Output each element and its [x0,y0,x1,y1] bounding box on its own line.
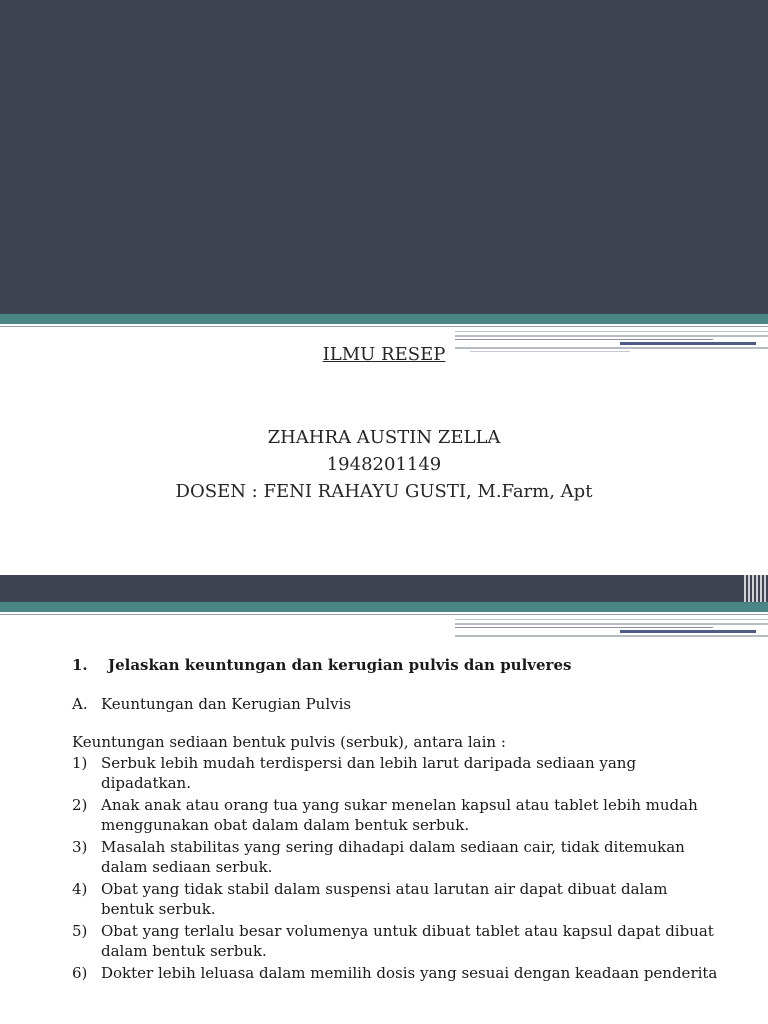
list-item-number: 4) [72,879,88,898]
student-name: ZHAHRA AUSTIN ZELLA [267,427,501,448]
list-item-number: 1) [72,753,88,772]
teal-stripe-2 [0,602,768,612]
list-item [72,921,722,962]
section-letter: A. [72,694,88,713]
teal-stripe [0,314,768,324]
title-slide-header-band [0,0,768,314]
list-item [72,837,722,878]
list-item-text: Obat yang tidak stabil dalam suspensi atau larutan air dapat dibuat dalam bentuk serbuk. [101,879,668,918]
list-item-text: Obat yang terlalu besar volumenya untuk dibuat tablet atau kapsul dapat dibuat dalam bentuk serbuk. [101,921,714,960]
question-number: 1. [72,656,88,674]
list-item-number: 3) [72,837,88,856]
advantages-list [72,753,722,984]
section-heading [72,694,722,715]
student-info [0,424,768,505]
decorative-stripes-2 [0,602,768,642]
question-heading [72,655,722,676]
list-item-number: 5) [72,921,88,940]
slide-content [72,655,722,984]
list-item-number: 6) [72,963,88,982]
list-item-text: Dokter lebih leluasa dalam memilih dosis yang sesuai dengan keadaan penderita [101,963,718,982]
content-slide [0,575,768,1024]
student-id: 1948201149 [326,454,442,475]
list-item [72,753,722,794]
slide-edge-decoration [744,575,768,602]
section-title: Keuntungan dan Kerugian Pulvis [101,694,352,713]
lecturer-line: DOSEN : FENI RAHAYU GUSTI, M.Farm, Apt [175,481,593,502]
list-item-text: Masalah stabilitas yang sering dihadapi dalam sediaan cair, tidak ditemukan dalam sediaan serbuk. [101,837,685,876]
list-item [72,795,722,836]
list-item-text: Serbuk lebih mudah terdispersi dan lebih larut daripada sediaan yang dipadatkan. [101,753,637,792]
list-item [72,963,722,984]
content-slide-header-band [0,575,768,602]
course-title: ILMU RESEP [322,344,446,365]
list-item-number: 2) [72,795,88,814]
question-text: Jelaskan keuntungan dan kerugian pulvis dan pulveres [108,656,572,674]
list-item-text: Anak anak atau orang tua yang sukar menelan kapsul atau tablet lebih mudah menggunakan obat dalam dalam bentuk serbuk. [101,795,698,834]
intro-text: Keuntungan sediaan bentuk pulvis (serbuk), antara lain : [72,733,506,751]
list-item [72,879,722,920]
